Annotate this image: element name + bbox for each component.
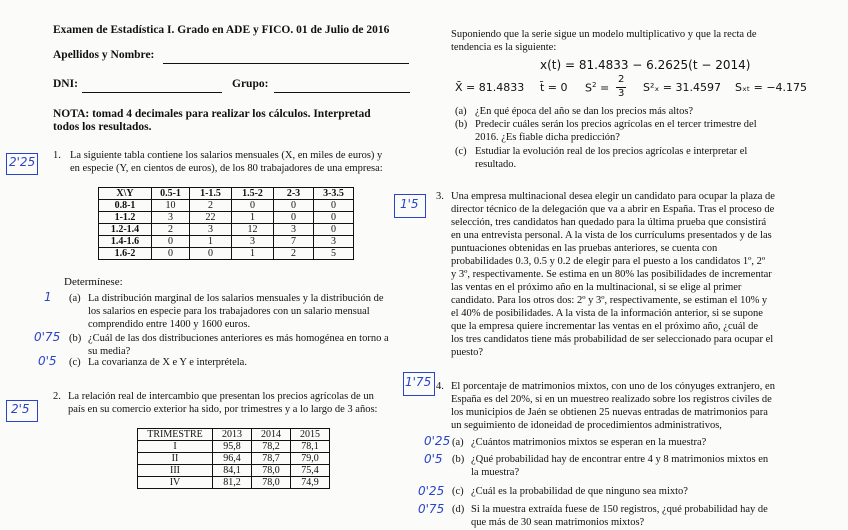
q2-text-2: país en su comercio exterior ha sido, por trimestres y a lo largo de 3 años: bbox=[68, 404, 378, 415]
q1-item-a-line-1: La distribución marginal de los salarios mensuales y la distribución de bbox=[88, 293, 384, 304]
q3-score: 1'5 bbox=[400, 197, 419, 211]
q4-item-a-line-1: ¿Cuántos matrimonios mixtos se esperan en la muestra? bbox=[471, 437, 707, 448]
table-cell: 0 bbox=[152, 248, 190, 260]
table-cell: 3 bbox=[152, 212, 190, 224]
q4-item-c-label: (c) bbox=[452, 486, 464, 497]
q3-number: 3. bbox=[436, 191, 444, 202]
q4-number: 4. bbox=[436, 381, 444, 392]
q4-line-4: un seguimiento de idoneidad de procedimientos administrativos, bbox=[451, 420, 722, 431]
q3-line-9: candidato. Para los otros dos: 2º y 3º, respectivamente, se estiman el 10% y bbox=[451, 295, 768, 306]
q4-item-c-mark: 0'25 bbox=[418, 484, 445, 498]
table-header: 2015 bbox=[291, 429, 330, 441]
q2-cont-text-2: tendencia es la siguiente: bbox=[451, 42, 557, 53]
table-cell: 1 bbox=[232, 248, 274, 260]
q4-line-3: los municipios de Jaén se obtienen 25 nuevas entradas de matrimonios para bbox=[451, 407, 768, 418]
table-row bbox=[138, 477, 330, 489]
q3-line-8: las ventas en el próximo año en la multinacional, si se elige al primer bbox=[451, 282, 742, 293]
q2-cont-text-1: Suponiendo que la serie sigue un modelo multiplicativo y que la recta de bbox=[451, 29, 757, 40]
table-row bbox=[138, 465, 330, 477]
q2-table bbox=[137, 428, 330, 489]
q2-item-c-label: (c) bbox=[455, 146, 467, 157]
q2-item-b-label: (b) bbox=[455, 119, 468, 130]
q1-item-a-mark: 1 bbox=[44, 290, 52, 304]
q4-item-a-mark: 0'25 bbox=[424, 434, 451, 448]
q4-item-d-line-2: que más de 30 sean matrimonios mixtos? bbox=[471, 517, 645, 528]
stat-xbar: X̄ = 81.4833 bbox=[455, 81, 525, 94]
q4-item-a-label: (a) bbox=[452, 437, 464, 448]
table-cell: IV bbox=[138, 477, 213, 489]
q1-item-a-line-2: los salarios en especie para los trabajadores con un salario mensual bbox=[88, 306, 370, 317]
q2-item-c-line-2: resultado. bbox=[475, 159, 517, 170]
q4-score: 1'75 bbox=[405, 375, 432, 389]
q4-item-b-mark: 0'5 bbox=[424, 452, 443, 466]
name-label: Apellidos y Nombre: bbox=[53, 49, 155, 61]
table-cell: 10 bbox=[152, 200, 190, 212]
table-header: 1-1.5 bbox=[190, 188, 232, 200]
q2-score: 2'5 bbox=[11, 402, 30, 416]
q4-item-d-mark: 0'75 bbox=[418, 502, 445, 516]
q3-line-7: y 3º, respectivamente. Se estima en un 80% las posibilidades de incrementar bbox=[451, 269, 772, 280]
note-line-1: NOTA: tomad 4 decimales para realizar los cálculos. Interpretad bbox=[53, 108, 371, 120]
table-header: X\Y bbox=[99, 188, 152, 200]
q2-item-b-line-1: Predecir cuáles serán los precios agrícolas en el tercer trimestre del bbox=[475, 119, 757, 130]
table-cell: 22 bbox=[190, 212, 232, 224]
table-cell: 79,0 bbox=[291, 453, 330, 465]
table-cell: 5 bbox=[314, 248, 354, 260]
table-row bbox=[99, 248, 354, 260]
table-cell: 1.6-2 bbox=[99, 248, 152, 260]
q2-item-b-line-2: 2016. ¿Es fiable dicha predicción? bbox=[475, 132, 620, 143]
q2-item-a-label: (a) bbox=[455, 106, 467, 117]
table-cell: 2 bbox=[190, 200, 232, 212]
exam-title: Examen de Estadística I. Grado en ADE y FICO. 01 de Julio de 2016 bbox=[53, 24, 390, 36]
table-cell: 78,0 bbox=[252, 465, 291, 477]
table-cell: 0 bbox=[314, 212, 354, 224]
table-cell: 3 bbox=[190, 224, 232, 236]
table-cell: 75,4 bbox=[291, 465, 330, 477]
group-label: Grupo: bbox=[232, 78, 269, 90]
table-cell: 3 bbox=[274, 224, 314, 236]
note-line-2: todos los resultados. bbox=[53, 121, 152, 133]
table-cell: I bbox=[138, 441, 213, 453]
table-cell: 0 bbox=[232, 200, 274, 212]
q2-item-c-line-1: Estudiar la evolución real de los precios agrícolas e interpretar el bbox=[475, 146, 748, 157]
q1-text-2: en especie (Y, en cientos de euros), de los 80 trabajadores de una empresa: bbox=[70, 163, 383, 174]
stat-st2-s: S bbox=[585, 81, 592, 95]
stat-st2-num: 2 bbox=[618, 74, 625, 85]
table-cell: 12 bbox=[232, 224, 274, 236]
table-cell: 1-1.2 bbox=[99, 212, 152, 224]
table-cell: 78,1 bbox=[291, 441, 330, 453]
table-cell: II bbox=[138, 453, 213, 465]
table-cell: 81,2 bbox=[213, 477, 252, 489]
q3-line-10: el 40% de posibilidades. A la vista de la información anterior, si se supone bbox=[451, 308, 763, 319]
table-header: 2013 bbox=[213, 429, 252, 441]
q1-text-1: La siguiente tabla contiene los salarios mensuales (X, en miles de euros) y bbox=[70, 150, 383, 161]
table-cell: 3 bbox=[314, 236, 354, 248]
table-header: 2-3 bbox=[274, 188, 314, 200]
q3-line-1: Una empresa multinacional desea elegir un candidato para ocupar la plaza de bbox=[451, 191, 775, 202]
group-field-line[interactable] bbox=[274, 92, 410, 93]
table-cell: 0 bbox=[314, 224, 354, 236]
q1-item-b-mark: 0'75 bbox=[34, 330, 61, 344]
q2-number: 2. bbox=[53, 391, 61, 402]
q3-line-11: que la empresa quiere incrementar las ventas en el próximo año, ¿cuál de bbox=[451, 321, 758, 332]
table-cell: 78,2 bbox=[252, 441, 291, 453]
stat-sxt: Sₓₜ = −4.175 bbox=[735, 81, 808, 94]
table-cell: 0 bbox=[152, 236, 190, 248]
table-cell: 2 bbox=[152, 224, 190, 236]
q3-line-12: los tres candidatos tiene más probabilidad de ser seleccionado para ocupar el bbox=[451, 334, 774, 345]
table-cell: 2 bbox=[274, 248, 314, 260]
q1-item-b-label: (b) bbox=[69, 333, 82, 344]
table-header: TRIMESTRE bbox=[138, 429, 213, 441]
q4-item-b-label: (b) bbox=[452, 454, 465, 465]
q4-item-d-label: (d) bbox=[452, 504, 465, 515]
stat-sx2: S²ₓ = 31.4597 bbox=[643, 81, 721, 94]
table-header-row bbox=[99, 188, 354, 200]
table-row bbox=[99, 236, 354, 248]
table-row bbox=[99, 224, 354, 236]
table-cell: 0 bbox=[190, 248, 232, 260]
q1-table bbox=[98, 187, 354, 260]
q3-line-13: puesto? bbox=[451, 347, 484, 358]
table-row bbox=[138, 453, 330, 465]
q1-item-c-line-1: La covarianza de X e Y e interprétela. bbox=[88, 357, 247, 368]
q1-determine: Determínese: bbox=[64, 276, 123, 288]
table-cell: III bbox=[138, 465, 213, 477]
table-cell: 0 bbox=[274, 200, 314, 212]
q3-line-4: en una entrevista personal. A la vista de los currículums presentados y de las bbox=[451, 230, 772, 241]
table-cell: 0 bbox=[314, 200, 354, 212]
q1-score: 2'25 bbox=[9, 155, 36, 169]
stat-st2-symbol: $S^2$ = bbox=[585, 81, 610, 95]
table-header: 2014 bbox=[252, 429, 291, 441]
q4-item-c-line-1: ¿Cuál es la probabilidad de que ninguno sea mixto? bbox=[471, 486, 688, 497]
table-cell: 74,9 bbox=[291, 477, 330, 489]
q1-item-c-label: (c) bbox=[69, 357, 81, 368]
table-cell: 96,4 bbox=[213, 453, 252, 465]
q1-item-c-mark: 0'5 bbox=[38, 354, 57, 368]
q4-line-1: El porcentaje de matrimonios mixtos, con uno de los cónyuges extranjero, en bbox=[451, 381, 775, 392]
q1-item-a-line-3: comprendido entre 1400 y 1600 euros. bbox=[88, 319, 251, 330]
q3-line-6: probabilidades 0.3, 0.5 y 0.2 de elegir para el puesto a los candidatos 1º, 2º bbox=[451, 256, 766, 267]
q1-item-b-line-1: ¿Cuál de las dos distribuciones anteriores es más homogénea en torno a bbox=[88, 333, 389, 344]
table-cell: 7 bbox=[274, 236, 314, 248]
q2-item-a-line-1: ¿En qué época del año se dan los precios más altos? bbox=[475, 106, 694, 117]
table-cell: 3 bbox=[232, 236, 274, 248]
table-row bbox=[138, 441, 330, 453]
q1-number: 1. bbox=[53, 150, 61, 161]
dni-label: DNI: bbox=[53, 78, 78, 90]
table-cell: 84,1 bbox=[213, 465, 252, 477]
q4-item-b-line-2: la muestra? bbox=[471, 467, 520, 478]
table-cell: 1.4-1.6 bbox=[99, 236, 152, 248]
q1-item-b-line-2: su media? bbox=[88, 346, 131, 357]
table-cell: 78,0 bbox=[252, 477, 291, 489]
table-cell: 1 bbox=[190, 236, 232, 248]
table-cell: 78,7 bbox=[252, 453, 291, 465]
q4-item-d-line-1: Si la muestra extraída fuese de 150 registros, ¿qué probabilidad hay de bbox=[471, 504, 768, 515]
q4-item-b-line-1: ¿Qué probabilidad hay de encontrar entre 4 y 8 matrimonios mixtos en bbox=[471, 454, 769, 465]
table-header: 1.5-2 bbox=[232, 188, 274, 200]
table-cell: 0.8-1 bbox=[99, 200, 152, 212]
q4-line-2: España es del 20%, si en un muestreo realizado sobre los registros civiles de bbox=[451, 394, 772, 405]
q3-line-3: selección, tres candidatos han quedado para la última prueba que consistirá bbox=[451, 217, 767, 228]
table-header: 3-3.5 bbox=[314, 188, 354, 200]
q2-text-1: La relación real de intercambio que presentan los precios agrícolas de un bbox=[68, 391, 374, 402]
trend-equation: x(t) = 81.4833 − 6.2625(t − 2014) bbox=[540, 58, 751, 72]
table-cell: 0 bbox=[274, 212, 314, 224]
dni-field-line[interactable] bbox=[82, 92, 222, 93]
q3-line-5: puntuaciones obtenidas en las pruebas anteriores, se cuenta con bbox=[451, 243, 718, 254]
table-row bbox=[99, 212, 354, 224]
table-header: 0.5-1 bbox=[152, 188, 190, 200]
table-cell: 1 bbox=[232, 212, 274, 224]
name-field-line[interactable] bbox=[163, 63, 409, 64]
table-header-row bbox=[138, 429, 330, 441]
q1-item-a-label: (a) bbox=[69, 293, 81, 304]
table-cell: 95,8 bbox=[213, 441, 252, 453]
table-cell: 1.2-1.4 bbox=[99, 224, 152, 236]
stat-st2-den: 3 bbox=[618, 88, 625, 99]
table-row bbox=[99, 200, 354, 212]
q3-line-2: director técnico de la delegación que va a abrir en España. Tras el proceso de bbox=[451, 204, 775, 215]
stat-tbar: t̄ = 0 bbox=[540, 81, 568, 94]
